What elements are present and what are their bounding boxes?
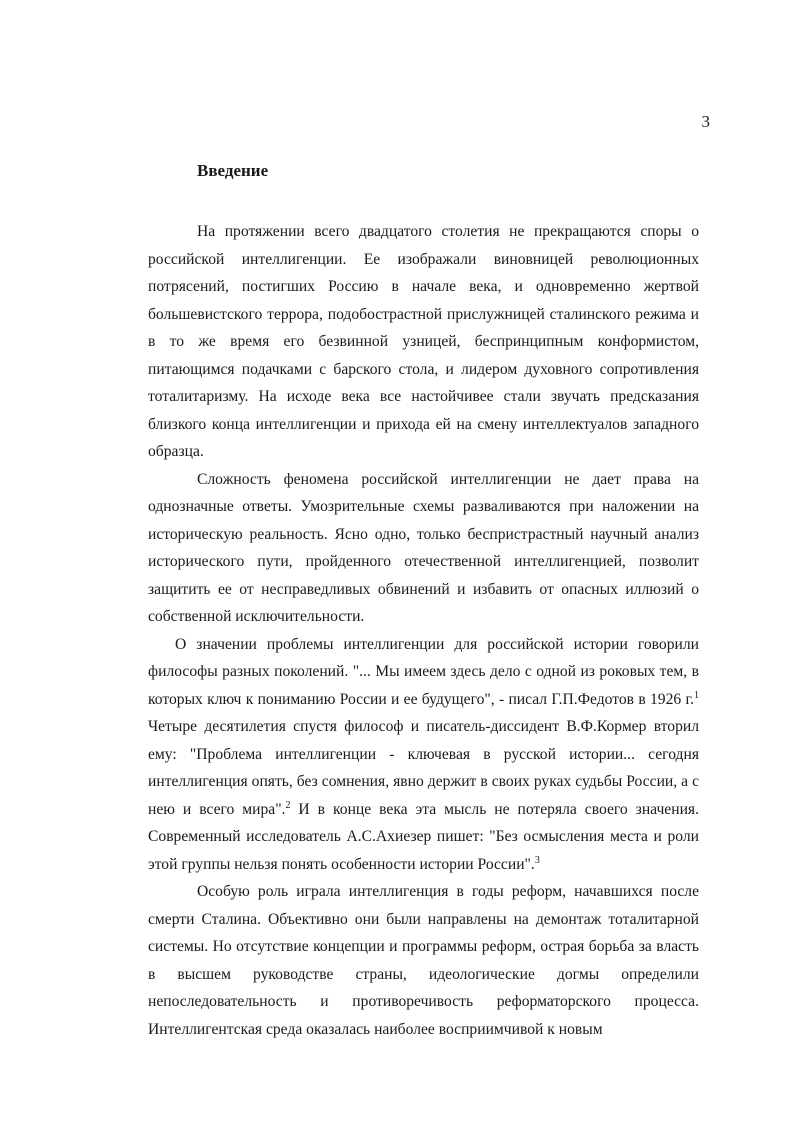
page-number: 3 <box>701 112 710 131</box>
paragraph-3-part-2: Четыре десятилетия спустя философ и писатель-диссидент В.Ф.Кормер вторил ему: "Проблема интеллигенции - ключевая в русской истории... сегодня интеллигенция опять, без сомнения, явно держит в своих руках судьбы России, а с нею и всего мира". <box>148 718 699 818</box>
footnote-ref-1: 1 <box>694 689 699 701</box>
paragraph-3-part-1: О значении проблемы интеллигенции для российской истории говорили философы разных поколений. "... Мы имеем здесь дело с одной из роковых тем, в которых ключ к пониманию России и ее будущего", - писал Г.П.Федотов в 1926 г. <box>148 635 699 708</box>
footnote-ref-2: 2 <box>285 799 291 811</box>
paragraph-2: Сложность феномена российской интеллигенции не дает права на однозначные ответы. Умозрительные схемы разваливаются при наложении на историческую реальность. Ясно одно, только беспристрастный научный анализ исторического пути, пройденного отечественной интеллигенцией, позволит защитить ее от несправедливых обвинений и избавить от опасных иллюзий о собственной исключительности. <box>148 470 699 625</box>
paragraph-4: Особую роль играла интеллигенция в годы реформ, начавшихся после смерти Сталина. Объективно они были направлены на демонтаж тоталитарной системы. Но отсутствие концепции и программы реформ, острая борьба за власть в высшем руководстве страны, идеологические догмы определили непоследовательность и противоречивость реформаторского процесса. Интеллигентская среда оказалась наиболее восприимчивой к новым <box>148 883 699 1038</box>
paragraph-1: На протяжении всего двадцатого столетия не прекращаются споры о российской интеллигенции. Ее изображали виновницей революционных потрясений, постигших Россию в начале века, и одновременно жертвой большевистского террора, подобострастной прислужницей сталинского режима и в то же время его безвинной узницей, беспринципным конформистом, питающимся подачками с барского стола, и лидером духовного сопротивления тоталитаризму. На исходе века все настойчивее стали звучать предсказания близкого конца интеллигенции и прихода ей на смену интеллектуалов западного образца. <box>148 223 699 460</box>
paragraph-3 <box>148 631 699 879</box>
section-heading: Введение <box>197 161 269 180</box>
body-text <box>148 218 699 1043</box>
paragraph-3-part-3: И в конце века эта мысль не потеряла своего значения. Современный исследователь А.С.Ахиезер пишет: "Без осмысления места и роли этой группы нельзя понять особенности истории России". <box>148 800 699 873</box>
footnote-ref-3: 3 <box>534 854 540 866</box>
